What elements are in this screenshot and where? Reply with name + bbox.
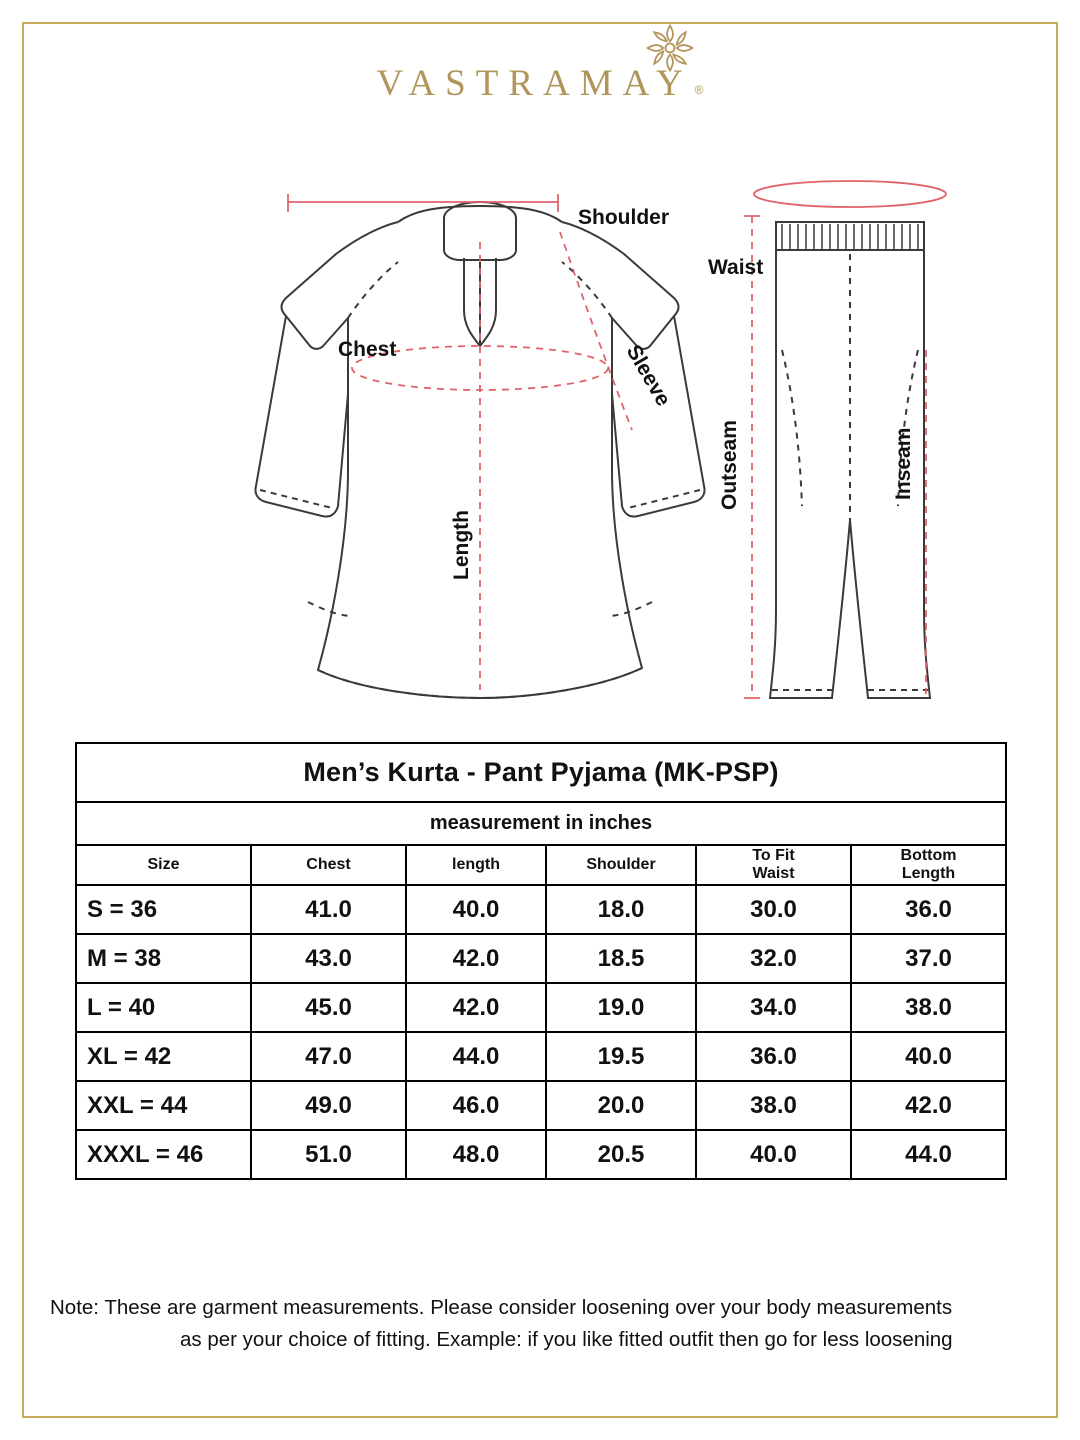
label-inseam: Inseam bbox=[892, 427, 915, 500]
pant-measure-lines bbox=[744, 181, 946, 698]
label-length: Length bbox=[450, 510, 473, 580]
cell-size: XXXL = 46 bbox=[76, 1130, 251, 1179]
cell-chest: 41.0 bbox=[251, 885, 406, 934]
column-header-shoulder: Shoulder bbox=[546, 845, 696, 885]
table-body bbox=[76, 885, 1006, 1179]
cell-bottom-length: 44.0 bbox=[851, 1130, 1006, 1179]
cell-length: 42.0 bbox=[406, 934, 546, 983]
label-outseam: Outseam bbox=[718, 420, 741, 510]
cell-size: XL = 42 bbox=[76, 1032, 251, 1081]
cell-shoulder: 18.5 bbox=[546, 934, 696, 983]
column-header-length: length bbox=[406, 845, 546, 885]
cell-length: 42.0 bbox=[406, 983, 546, 1032]
table-row bbox=[76, 1130, 1006, 1179]
column-header-bottom-length-line2: Length bbox=[901, 865, 956, 882]
garment-diagram bbox=[60, 150, 1020, 720]
table-row bbox=[76, 1081, 1006, 1130]
cell-to-fit-waist: 30.0 bbox=[696, 885, 851, 934]
label-shoulder: Shoulder bbox=[578, 206, 670, 229]
brand-header bbox=[0, 62, 1080, 105]
kurta-measure-lines bbox=[288, 194, 632, 690]
table-row bbox=[76, 1032, 1006, 1081]
cell-shoulder: 19.0 bbox=[546, 983, 696, 1032]
table-subtitle: measurement in inches bbox=[76, 802, 1006, 845]
note-line-2: as per your choice of fitting. Example: if you like fitted outfit then go for less loosening bbox=[180, 1327, 953, 1351]
cell-size: XXL = 44 bbox=[76, 1081, 251, 1130]
cell-to-fit-waist: 34.0 bbox=[696, 983, 851, 1032]
cell-chest: 47.0 bbox=[251, 1032, 406, 1081]
cell-shoulder: 19.5 bbox=[546, 1032, 696, 1081]
cell-chest: 51.0 bbox=[251, 1130, 406, 1179]
column-header-size: Size bbox=[76, 845, 251, 885]
table-row bbox=[76, 934, 1006, 983]
cell-to-fit-waist: 40.0 bbox=[696, 1130, 851, 1179]
cell-chest: 43.0 bbox=[251, 934, 406, 983]
column-header-to-fit-waist-line1: To Fit bbox=[752, 847, 795, 864]
cell-to-fit-waist: 38.0 bbox=[696, 1081, 851, 1130]
floral-star-icon bbox=[642, 20, 698, 76]
registered-mark: ® bbox=[694, 82, 704, 97]
column-header-to-fit-waist bbox=[696, 845, 851, 885]
table-subtitle-row bbox=[76, 802, 1006, 845]
cell-shoulder: 18.0 bbox=[546, 885, 696, 934]
brand-lockup bbox=[376, 62, 703, 105]
brand-name: VASTRAMAY bbox=[376, 63, 693, 104]
cell-bottom-length: 38.0 bbox=[851, 983, 1006, 1032]
table-title: Men’s Kurta - Pant Pyjama (MK-PSP) bbox=[76, 743, 1006, 802]
label-sleeve: Sleeve bbox=[621, 341, 675, 411]
cell-chest: 45.0 bbox=[251, 983, 406, 1032]
cell-bottom-length: 36.0 bbox=[851, 885, 1006, 934]
note-text bbox=[50, 1292, 1035, 1356]
size-table-container bbox=[75, 742, 1005, 1180]
table-row bbox=[76, 983, 1006, 1032]
cell-to-fit-waist: 32.0 bbox=[696, 934, 851, 983]
cell-length: 48.0 bbox=[406, 1130, 546, 1179]
table-title-row bbox=[76, 743, 1006, 802]
column-header-bottom-length bbox=[851, 845, 1006, 885]
cell-length: 44.0 bbox=[406, 1032, 546, 1081]
label-waist: Waist bbox=[708, 256, 764, 279]
cell-bottom-length: 42.0 bbox=[851, 1081, 1006, 1130]
table-row bbox=[76, 885, 1006, 934]
cell-shoulder: 20.0 bbox=[546, 1081, 696, 1130]
cell-shoulder: 20.5 bbox=[546, 1130, 696, 1179]
table-header-row bbox=[76, 845, 1006, 885]
cell-length: 40.0 bbox=[406, 885, 546, 934]
note-line-1: Note: These are garment measurements. Please consider loosening over your body measurements bbox=[50, 1296, 953, 1319]
cell-bottom-length: 40.0 bbox=[851, 1032, 1006, 1081]
label-chest: Chest bbox=[338, 338, 397, 361]
cell-size: M = 38 bbox=[76, 934, 251, 983]
cell-chest: 49.0 bbox=[251, 1081, 406, 1130]
cell-to-fit-waist: 36.0 bbox=[696, 1032, 851, 1081]
cell-length: 46.0 bbox=[406, 1081, 546, 1130]
column-header-to-fit-waist-line2: Waist bbox=[752, 865, 795, 882]
cell-size: L = 40 bbox=[76, 983, 251, 1032]
cell-bottom-length: 37.0 bbox=[851, 934, 1006, 983]
cell-size: S = 36 bbox=[76, 885, 251, 934]
size-table bbox=[75, 742, 1007, 1180]
column-header-chest: Chest bbox=[251, 845, 406, 885]
column-header-bottom-length-line1: Bottom bbox=[900, 847, 957, 864]
